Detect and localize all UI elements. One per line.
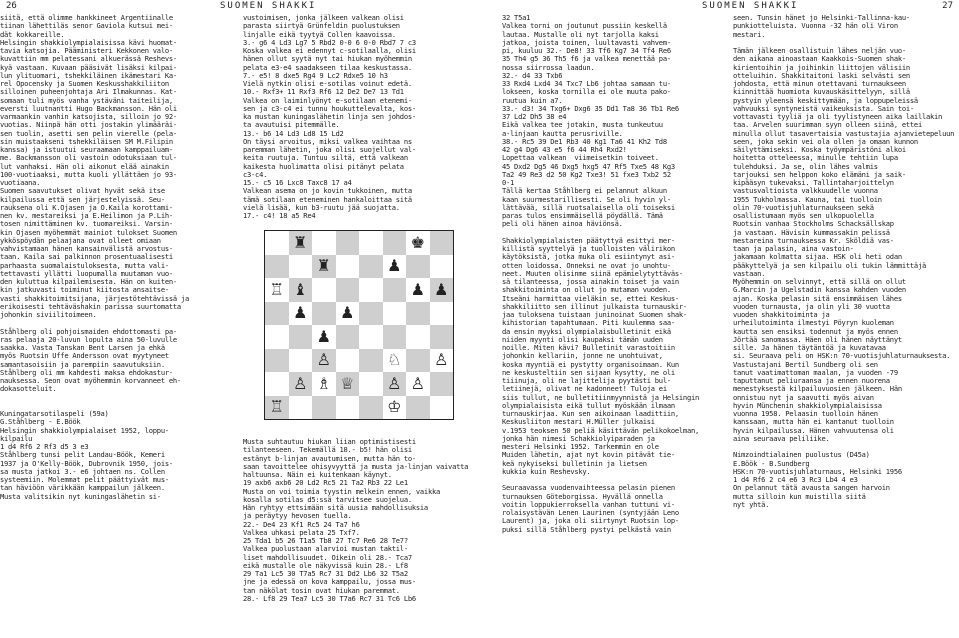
- text-line: Itseäni harmittaa vieläkin se, ettei Keskus-: [502, 293, 679, 303]
- text-line: 22.- De4 23 Kf1 Rc5 24 Ta7 h6: [243, 519, 360, 529]
- text-line: 19 axb6 axb6 20 Ld2 Rc5 21 Ta2 Rb3 22 Le1: [243, 478, 408, 488]
- board-square: ♔: [383, 396, 407, 420]
- text-line: tan näkölat tosin ovat hiukan paremmat.: [243, 585, 400, 595]
- text-line: shakkiliitto sen illinut julkaista turnauskir-: [502, 301, 687, 311]
- board-square: [336, 396, 360, 420]
- text-line: sen ja c3-c4 ei tunnu houkuttelevalta, kos-: [243, 103, 416, 113]
- text-line: ras pelaaja 20-luvun lopulta aina 50-luvulle: [0, 334, 177, 344]
- text-line: noille. Miten kävi? Bulletinit varastoitiin: [502, 343, 675, 352]
- board-square: [359, 231, 383, 255]
- text-line: otteluihin. Shakkitaitoni laski selvästi sen: [733, 70, 910, 80]
- text-line: johonkin kellariin, jonne ne unohtuivat,: [502, 351, 663, 361]
- text-line: koska myyntiä ei pystytty organisoimaan. Kun: [502, 359, 679, 369]
- text-line: somaan tuli myös vanha ystäväni taiteilija,: [0, 95, 173, 105]
- board-square: ♘: [383, 349, 407, 373]
- text-line: paras tulos ensimmäisellä pöydällä. Tämä: [502, 211, 663, 220]
- board-square: [430, 372, 454, 396]
- text-line: estänyt b-linjan avautumisen, mutta hän to-: [243, 453, 416, 463]
- text-line: turnauksen Göteborgissa. Hyvällä onnella: [502, 491, 663, 501]
- text-line: vasti shakkitoimitsijana, järjestötehtävissä ja: [0, 293, 189, 303]
- text-line: Ståhlberg tunsi pelit Landau-Böök, Kemeri: [0, 450, 165, 460]
- text-line: jne ja edessä on kova kamppailu, jossa mus-: [243, 577, 416, 587]
- text-line: v.1953 teoksen 50 peliä käsittävän pelikokoelman,: [502, 425, 700, 435]
- text-line: 28.- Lf8 29 Tea7 Lc5 30 T7a6 Rc7 31 Tc6 Lb6: [243, 593, 416, 603]
- text-line: kaan suurmestarillisesti. Se oli hyvin yl-: [502, 194, 671, 204]
- text-line: ruutua kuin a7.: [502, 95, 563, 105]
- board-square: ♙: [430, 349, 454, 373]
- text-line: 32 T5a1: [502, 14, 531, 22]
- text-line: pystyin yleensä keskittymään, ja loppupeleissä: [733, 95, 918, 105]
- board-square: ♝: [289, 278, 313, 302]
- text-line: otten loidossa. Onneksi ne ovat jo unohtu-: [502, 260, 671, 270]
- text-line: 29 Ta1 Lc5 30 T7a5 Rc7 31 Dd2 Lb6 32 T5a2: [243, 569, 408, 578]
- board-square: [312, 278, 336, 302]
- text-line: hyvin Münchenin shakkiolympialaisissa: [733, 400, 882, 410]
- text-line: vuonna 1958. Pelaasin tuolloin hänen: [733, 409, 878, 418]
- text-line: voitin loppukierroksella vanhan tuttuni vi-: [502, 499, 675, 509]
- text-line: killistä syyttelyä ja tuolloisten välirikon: [502, 244, 675, 253]
- text-line: taa. Arvelen suurimman syyn olleen siinä, ettei: [733, 120, 922, 130]
- text-line: 35 Th4 g5 36 Th5 f6 ja valkea menettää pa-: [502, 54, 671, 64]
- text-line: G.Marcin ja Ugelstadin kanssa kahden vuoden: [733, 285, 906, 295]
- text-line: tämä sotilaan eteneminen hankaloittaa sitä: [243, 194, 412, 204]
- text-line: Valkea puolustaan alarvioi mustan taktil-: [243, 544, 408, 554]
- text-line: 33.- d3! 34 Txg6+ Dxg6 35 Dd1 Ta8 36 Tb1 Re6: [502, 103, 679, 113]
- board-square: [359, 325, 383, 349]
- text-line: Koska valkea ei edennyt c-sotilaalla, olisi: [243, 46, 416, 55]
- text-line: tarjouksi sen helppon koko elämäni ja saik-: [733, 169, 906, 179]
- text-line: 1 d4 Rf6 2 c4 e6 3 Rc3 Lb4 4 e3: [733, 475, 858, 484]
- board-square: [406, 349, 430, 373]
- text-line: Eikä valkea tee jotakin, musta tunkeutuu: [502, 120, 663, 130]
- text-line: pääkyttelyä ja sen kilpailu oli tukin lämmittäjä: [733, 260, 926, 270]
- text-line: Suomen saavutukset olivat hyvät sekä itse: [0, 186, 165, 196]
- left-page: [0, 0, 479, 638]
- text-line: vuotias. Niinpä hän otti jostakin ylimääräi-: [0, 120, 177, 130]
- text-line: kilpailussa että sen järjestelyissä. Seu-: [0, 194, 165, 204]
- text-line: Tällä kertaa Ståhlberg ei pelannut alkuun: [502, 186, 667, 196]
- text-line: saakka. Vasta Tanskan Bent Larsen ja ehkä: [0, 343, 165, 352]
- text-line: si. Seuraava peli on HSK:n 70-vuotisjuhlaturnauksesta.: [733, 351, 951, 361]
- text-line: tulehduksi. Ja se, olin lähes valmis: [733, 161, 878, 171]
- text-line: Muiden lähetin, ajat nyt kovin pitävät tie-: [502, 450, 675, 460]
- board-square: ♟: [289, 302, 313, 326]
- text-line: minulla ollut tasavertaisia vastustajia ajanvietepeluun: [733, 128, 955, 138]
- text-line: dokasotteluit.: [0, 384, 57, 394]
- text-line: kin jatkuvasti toiminut kiitosta ansaitse-: [0, 285, 169, 295]
- text-line: tanut vaatimattoman maalan, ja vuoden -79: [733, 367, 898, 377]
- text-line: 42 g4 Dg6 43 e5 f6 44 Rh4 Rxd2!: [502, 145, 627, 154]
- text-line: Helsingin shakkiolympialaisissa kävi huomat-: [0, 37, 177, 47]
- text-line: hyvin kilpailussa. Hänen vahvuutensa oli: [733, 425, 894, 435]
- text-line: [0, 394, 236, 402]
- board-square: [289, 255, 313, 279]
- board-square: ♖: [265, 396, 289, 420]
- board-square: ♟: [406, 278, 430, 302]
- board-square: [430, 302, 454, 326]
- text-line: ta avautuisi pitemmälle.: [243, 120, 340, 130]
- text-line: 13.- b6 14 Ld3 Ld8 15 Ld2: [243, 128, 344, 138]
- text-line: rel Opocensky ja Suomen Keskusshakkiliiton: [0, 79, 169, 88]
- board-square: ♟: [336, 302, 360, 326]
- text-line: kanssa) ja istuutui seuraamaan kamppailuam-: [0, 145, 173, 154]
- text-line: mesteri Helsinki 1952. Tarkemmin en ole: [502, 442, 659, 451]
- text-line: kukkia kuin Reshevsky.: [502, 466, 591, 476]
- text-line: pelata e3-e4 saadakseen tilaa keskustassa.: [243, 62, 412, 72]
- text-line: 15.- c5 16 Lxc8 Taxc8 17 a4: [243, 178, 352, 187]
- text-line: 1955 Tukholmassa. Kauna, tai tuolloin: [733, 194, 882, 204]
- text-line: 1937 ja O'Kelly-Böök, Dubrovnik 1950, jois-: [0, 458, 173, 468]
- text-line: hoitetta otteleessa, minulle tehtiin lupa: [733, 153, 898, 163]
- text-line: nauksessa. Seon ovat myöhemmin korvanneet eh-: [0, 376, 181, 385]
- text-line: Kuningatarsotilaspeli (59a): [0, 409, 109, 418]
- text-line: vustoimisen, jonka jälkeen valkean olisi: [243, 14, 404, 22]
- left-page-title: SUOMEN SHAKKI: [220, 1, 317, 11]
- text-line: ja vastaan. Hävisin kummassakin pelissä: [733, 227, 890, 237]
- board-square: [336, 278, 360, 302]
- text-line: olin 70-vuotisjuhlaturnaukseen sekä: [733, 202, 874, 212]
- text-line: seen, joka sekin vei ola ollen ja omaan kunnon: [733, 136, 918, 146]
- left-column-2-bottom: [243, 438, 479, 638]
- text-line: lun ylituomari, tshekkiläinen ikämestari Ka-: [0, 70, 177, 80]
- text-line: sille. Ja hänen täytäntöä ja kuvatavaa: [733, 343, 886, 352]
- text-line: lautaa. Mustalle oli nyt tarjolla kaksi: [502, 29, 659, 39]
- board-square: [383, 325, 407, 349]
- board-square: [406, 255, 430, 279]
- text-line: linjalle eikä tyytyä Collen kaavoissa.: [243, 29, 396, 39]
- text-line: vahvuuksi syntyneistä vaikeuksista. Sain toi-: [733, 103, 914, 113]
- text-line: vastusvaltioista valkkuudelle vuonna: [733, 186, 878, 196]
- text-line: taputtanut peliuraansa ja ennen nuorena: [733, 376, 890, 385]
- text-line: jaa tuloksena tuistaan juninoinat Suomen shak-: [502, 310, 687, 319]
- board-square: [265, 255, 289, 279]
- board-square: [289, 325, 313, 349]
- text-line: eikä mustalle ole näkyvissä kuin 28.- Lf8: [243, 560, 408, 570]
- text-line: eversti luutnantti Hugo Backmansson. Hän oli: [0, 103, 177, 113]
- text-line: parasta siirtyä Grünfeldin puolustuksen: [243, 21, 400, 31]
- text-line: osallistumaan myös sen ulkopuolella: [733, 211, 874, 220]
- board-square: ♙: [289, 372, 313, 396]
- text-line: neet. Muuten olisinme siinä epämielytyttäväs-: [502, 268, 683, 278]
- board-square: ♙: [383, 372, 407, 396]
- text-line: 45 Dxd2 Dg5 46 Dxg5 hxg5 47 Rf5 Txe5 48 Kg3: [502, 161, 675, 171]
- text-line: kihistorian tapahtumaan. Piti kuulemma saa-: [502, 318, 675, 328]
- text-line: kautta sen ensiksi todennut ja myös ennen: [733, 326, 898, 336]
- text-line: silloinen puheenjohtaja Ari Ilmakunnas. Kat-: [0, 87, 177, 97]
- board-square: [265, 231, 289, 255]
- text-line: Musta suhtautuu hiukan liian optimistisesti: [243, 438, 416, 446]
- text-line: Ta2 49 Re3 d2 50 Kg2 Txe3! 51 fxe3 Txb2 52: [502, 169, 671, 179]
- text-line: varmaankin vanhin katsojista, silloin jo 92-: [0, 112, 177, 121]
- text-line: Lopettaa valkean viimeisetkin toiveet.: [502, 153, 659, 163]
- text-line: turnauskirjaa. Kun sen aikoinaan laadittiin,: [502, 409, 679, 418]
- text-line: tiiinuja, oli ne lajittelija pyytästi bul-: [502, 376, 671, 385]
- text-line: nen kv. mestareiksi ja E.Heilimon ja P.Lih-: [0, 211, 173, 220]
- board-square: [430, 325, 454, 349]
- text-line: olympialaisista eikä tullut myöskään ilmaan: [502, 400, 675, 410]
- text-line: Ruotsin vanhaa Stockholms Schacksällskap: [733, 219, 894, 229]
- text-line: c3-c4.: [243, 169, 268, 179]
- board-square: ♙: [312, 349, 336, 373]
- text-line: 3.- g6 4 Ld3 Lg7 5 Rbd2 0-0 6 0-0 Rbd7 7 c3: [243, 37, 416, 47]
- text-line: shakkitoiminta on ollut jo mutaman vuoden.: [502, 285, 671, 295]
- text-line: kilpailu: [0, 433, 33, 443]
- text-line: ja peräytyy hevosen tuella.: [243, 511, 352, 521]
- text-line: paremman lähetin, joka olisi suojellut val-: [243, 145, 416, 154]
- board-square: [289, 349, 313, 373]
- text-line: tettavasti yllätti luopumalla muutaman vuo-: [0, 268, 173, 278]
- right-page-number: 27: [942, 1, 953, 11]
- text-line: parhaasta suomalaistuloksesta, mutta vali-: [0, 260, 169, 270]
- text-line: den aikana ainoastaan Kaakkois-Suomen shak-: [733, 54, 906, 64]
- text-line: On pelannut tätä avausta sangen harvoin: [733, 483, 890, 493]
- text-line: 32.- d4 33 Txb6: [502, 70, 563, 80]
- text-line: liset mahdollisuudet. Oikein oli 28.- Tca7: [243, 552, 412, 562]
- text-line: urheilutoiminta ilmestyi Pöyryn kuoleman: [733, 318, 894, 328]
- board-square: [359, 349, 383, 373]
- board-square: [383, 278, 407, 302]
- text-line: onnistuu nyt ja saavutti myös aivan: [733, 392, 874, 402]
- text-line: lokseen, koska tornilla ei ole muuta pako-: [502, 87, 671, 97]
- text-line: käytöksistä, jotka muka oli esiintynyt asi-: [502, 252, 675, 262]
- text-line: kin Ojasen myöhemmät mainiot tulokset Suomen: [0, 227, 177, 237]
- text-line: Valkean asema on jo kovin tukkoinen, mutta: [243, 186, 412, 196]
- text-line: Ståhlberg oli pohjoismaiden ehdottomasti pa-: [0, 326, 177, 336]
- board-square: [289, 396, 313, 420]
- text-line: keä nykyiseksi bulletinin ja lietsen: [502, 458, 647, 468]
- board-square: [359, 372, 383, 396]
- board-square: [312, 231, 336, 255]
- text-line: vielä lisää, kun b3-ruutu jää suojatta.: [243, 202, 400, 212]
- text-line: 0-1: [502, 178, 515, 187]
- text-line: kuvattiin mm pelatessani alkuerässä Reshevs-: [0, 54, 177, 64]
- text-line: Jörtää sanomassa. Häen oli hänen näyttänyt: [733, 334, 902, 344]
- text-line: 7.- e5! 8 dxe5 Rg4 9 Lc2 Rdxe5 10 h3: [243, 70, 388, 80]
- text-line: säilyttämiseksi. Koska työympäristöni alkoi: [733, 145, 906, 154]
- text-line: Myöhemmin on selvinnyt, että sillä on ollut: [733, 277, 906, 286]
- text-line: vuotiaana.: [0, 178, 41, 187]
- text-line: taan ja palasin, aina vastoin-: [733, 244, 854, 253]
- text-line: Seuraavassa vuodenvaihteessa pelasin pienen: [502, 483, 675, 493]
- text-line: kyä vastaan. Kuvaan pääsivät lisäksi kilpai-: [0, 62, 177, 72]
- text-line: sin muistaakseni tshekkiläisen SM M.Filipin: [0, 136, 173, 146]
- text-line: tan häviöön värikkään kamppailun jälkeen.: [0, 483, 165, 493]
- left-page-number: 26: [6, 1, 17, 11]
- board-square: [265, 349, 289, 373]
- board-square: ♙: [406, 372, 430, 396]
- board-square: ♟: [430, 278, 454, 302]
- left-column-2-top: [243, 14, 479, 226]
- text-line: Musta on voi toimia tyystin melkein ennen, vaikka: [243, 486, 441, 496]
- text-line: G.Ståhlberg - E.Böök: [0, 417, 81, 427]
- text-line: 37 Ld2 Dh5 38 e4: [502, 112, 567, 121]
- text-line: Helsingin shakkiolympialaiset 1952, loppu-: [0, 425, 169, 435]
- text-line: jatkoa, joista toinen, luultavasti vahvem-: [502, 37, 671, 47]
- text-line: ykköspöydän pelaajana ovat olleet omiaan: [0, 235, 161, 245]
- text-line: kirientoihin ja joihinkin liittojen välisiin: [733, 62, 910, 72]
- board-square: [359, 302, 383, 326]
- right-column-2: [733, 14, 959, 638]
- text-line: Keskusliiton mestari H.Müller julkaisi: [502, 417, 655, 427]
- text-line: peli oli hänen ainoa häviönsä.: [502, 219, 623, 229]
- text-line: ka mustan kuningaslähetin linja sen johdos-: [243, 112, 416, 121]
- text-line: 100-vuotiaaksi, mutta kuoli yllättäen jo 93-: [0, 169, 177, 179]
- text-line: puksi sillä Ståhlberg pystyi pelkästä vain: [502, 524, 671, 534]
- board-square: [406, 325, 430, 349]
- text-line: 17.- c4! 18 a5 Re4: [243, 211, 316, 220]
- text-line: On täysi arvoitus, miksi valkea vaihtaa ns: [243, 136, 412, 146]
- text-line: kosalla sotilas d5:ssä tarvitsee suojelua.: [243, 494, 412, 504]
- text-line: kaikesta huolimatta olisi pitänyt pelata: [243, 161, 404, 171]
- text-line: ajan. Koska pelasin sitä ensimmäisen lähes: [733, 293, 902, 303]
- text-line: jakamaan kolmatta sijaa. HSK oli heti odan: [733, 252, 902, 262]
- text-line: mestari.: [733, 29, 766, 39]
- text-line: samantasoisiin ja parempiin saavutuksiin.: [0, 359, 165, 369]
- text-line: johdosta, että minun otettavani turnaukseen: [733, 79, 906, 88]
- text-line: hänen ollut syytä nyt tai hiukan myöhemmin: [243, 54, 412, 64]
- text-line: Tämän jälkeen osallistuin lähes neljän vuo-: [733, 46, 906, 55]
- text-line: jonka hän nimesi Schakkiolyiparaden ja: [502, 433, 655, 443]
- board-square: [265, 372, 289, 396]
- text-line: 1 d4 Rf6 2 Rf3 d5 3 e3: [0, 442, 89, 451]
- text-line: Valkea torni on joutunut pussiin keskellä: [502, 21, 667, 31]
- text-line: vuoden turnausta, ja olin yli 30 vuotta: [733, 301, 890, 311]
- text-line: dät kokkareille.: [0, 29, 65, 39]
- board-square: [430, 255, 454, 279]
- text-line: rauksena oli K.Ojasen ja O.Kaila korottami-: [0, 202, 173, 212]
- board-square: [359, 278, 383, 302]
- text-line: Hän ryhtyy ettsimään sitä uusia mahdollisuksia: [243, 503, 428, 512]
- text-line: saan tavoittelee ohisyvyyttä ja musta ja-linjan vaivatta: [243, 461, 469, 471]
- board-square: [383, 231, 407, 255]
- text-line: haltuunsa. Näin ei kuitenkaan käynyt.: [243, 470, 392, 479]
- text-line: nossa siirrossa laadun.: [502, 62, 595, 72]
- text-line: lut vanhaksi. Hän oli aikonut elää ainakin: [0, 161, 169, 171]
- board-square: [336, 349, 360, 373]
- text-line: taan. Kaila sai palkinnon prosentuaalisesti: [0, 252, 173, 262]
- text-line: ne keskusteltiin sen sijaan kysytty, ne oli: [502, 367, 675, 377]
- text-line: myös Ruotsin Uffe Andersson ovat myytyneet: [0, 351, 169, 361]
- text-line: da ensin myyksi olympialaisbulletinit eikä: [502, 326, 671, 336]
- text-line: punkiotteluista. Vuonna -32 hän oli Viron: [733, 21, 898, 31]
- text-line: letiinejä, olivat ne kadonneet! Tuloja ei: [502, 384, 667, 394]
- text-line: kanssaan, mutta hän ei kantanut tuolloin: [733, 417, 894, 427]
- text-line: lättävää, sillä ruotsalaisella oli toiseksi: [502, 202, 675, 212]
- board-square: [265, 302, 289, 326]
- board-square: ♖: [265, 278, 289, 302]
- text-line: mestareina turnauksessa Kr. Sköldiä vas-: [733, 235, 894, 245]
- board-square: [359, 396, 383, 420]
- text-line: Valkea uhkasi pelata 25 Txf7.: [243, 527, 360, 537]
- text-line: vastaan.: [733, 268, 766, 278]
- text-line: nyt yhtä.: [733, 499, 770, 509]
- board-square: [406, 396, 430, 420]
- text-line: Nimzoindtialainen puolustus (D45a): [733, 450, 870, 460]
- board-square: [336, 325, 360, 349]
- board-square: ♜: [289, 231, 313, 255]
- text-line: HSK:n 70-vuotisjuhlaturnaus, Helsinki 1956: [733, 466, 902, 476]
- board-square: [336, 231, 360, 255]
- text-line: 33 Rxd4 Lxd4 34 Txc7 Lb6 johtaa samaan tu-: [502, 79, 671, 88]
- text-line: 10.- Rxf3+ 11 Rxf3 Rf6 12 De2 De7 13 Td1: [243, 87, 404, 97]
- right-column-1: [502, 14, 727, 638]
- text-line: 25 Tda1 b5 26 T1a5 Tb8 27 Tc7 Re6 28 Te7?: [243, 536, 408, 545]
- text-line: sä tilanteessa, jossa ainakin toiset ja vain: [502, 277, 679, 286]
- text-line: Vielä nytkin olisi e-sotilas voinut edetä.: [243, 79, 412, 88]
- board-square: ♚: [406, 231, 430, 255]
- text-line: Musta valitsikin nyt kuningaslähetin si-: [0, 491, 161, 501]
- text-line: tilanteeseen. Tekemällä 18.- b5! hän olisi: [243, 445, 412, 455]
- text-line: tavia katsojia. Pääministeri Kekkonen valo-: [0, 46, 173, 55]
- left-page-header: [0, 0, 479, 12]
- board-square: ♟: [312, 325, 336, 349]
- board-square: [312, 302, 336, 326]
- board-square: [336, 255, 360, 279]
- text-line: Ståhlberg oli mm kahdesti maksa ehdokastur-: [0, 367, 173, 377]
- text-line: kipääsyn tukevaksi. Tallintaharjoittelyn: [733, 178, 894, 187]
- text-line: johonkin siviilitoimeen.: [0, 310, 97, 319]
- right-page-title: SUOMEN SHAKKI: [702, 1, 799, 11]
- text-line: niiden myynti olisi kaupaksi tämän uuden: [502, 334, 663, 344]
- text-line: me. Backmansson oli vastoin odotuksiaan tul-: [0, 153, 177, 163]
- right-page: [480, 0, 959, 638]
- board-square: [430, 396, 454, 420]
- board-square: ♗: [312, 372, 336, 396]
- text-line: siitä, että olimme hankkineet Argentiinalle: [0, 14, 173, 22]
- text-line: vottavasti tyyliä ja oli tyylistyneen aika laillakin: [733, 112, 943, 121]
- text-line: keita ruutuja. Tuntuu siltä, että valkean: [243, 153, 408, 163]
- text-line: a-linjaan kautta perusriville.: [502, 128, 623, 138]
- board-square: [265, 325, 289, 349]
- text-line: rolaisystävän Lenen Laurinen (syntyjään Leno: [502, 508, 679, 517]
- text-line: menestyksestä kilpailuvuosien jälkeen. Hän: [733, 384, 902, 394]
- text-line: den kuluttua kilpailemisesta. Hän on kuiten-: [0, 277, 177, 286]
- text-line: aina seuraava peliliike.: [733, 433, 830, 443]
- board-square: [383, 302, 407, 326]
- text-line: tosen nimittäminen kv. tuomareiksi. Varsin-: [0, 219, 173, 229]
- text-line: Laurent) ja, joka oli siirtynyt Ruotsin lop-: [502, 516, 679, 526]
- text-line: pi, kuuluu 32.- De8! 33 Tf6 Kg7 34 Tf4 Re6: [502, 46, 671, 55]
- board-square: ♕: [336, 372, 360, 396]
- chess-diagram: [264, 230, 454, 420]
- board-square: [359, 255, 383, 279]
- text-line: seen. Tunsin hänet jo Helsinki-Tallinna-kau-: [733, 14, 910, 22]
- text-line: siis tullut, ne bulletitiinmyynnistä ja Helsingin: [502, 392, 700, 402]
- board-square: [312, 396, 336, 420]
- text-line: vahvistamaan hänen kansainvälistä arvostus-: [0, 244, 173, 253]
- text-line: Valkea on laiminlyönyt e-sotilaan etenemi-: [243, 95, 412, 105]
- text-line: E.Böök - B.Sundberg: [733, 458, 810, 468]
- board-square: ♟: [383, 255, 407, 279]
- right-page-header: [480, 0, 959, 12]
- text-line: Vastustajani Bertil Sundberg oli sen: [733, 359, 878, 369]
- text-line: vuoden shakkitoiminta ja: [733, 310, 830, 319]
- board-square: [406, 302, 430, 326]
- text-line: sen tuolin, asetti sen pelin vierelle (pela-: [0, 128, 177, 138]
- board-square: [430, 231, 454, 255]
- text-line: tiinan lähettiläs senor Gaviola kutsui mei-: [0, 21, 173, 31]
- text-line: mutta silloin kun muistilla siitä: [733, 491, 866, 501]
- text-line: erikoisesti tehtäväshakin parissa suurtomatta: [0, 301, 181, 311]
- text-line: Shakkiolympialaisten päätyttyä esittyi mer-: [502, 235, 675, 245]
- text-line: systeemiin. Molemmat pelit päättyivät mus-: [0, 475, 169, 484]
- board-square: ♜: [312, 255, 336, 279]
- text-line: kiinnittää huomiota kuvauskäsittelyyn, sillä: [733, 87, 910, 97]
- text-line: 38.- Rc5 39 De1 Rb3 40 Kg1 Ta6 41 Kh2 Td8: [502, 136, 667, 146]
- left-column-1: [0, 14, 236, 638]
- text-line: sa musta jatkoi 3.- e6 johtaen ns. Collen: [0, 466, 165, 476]
